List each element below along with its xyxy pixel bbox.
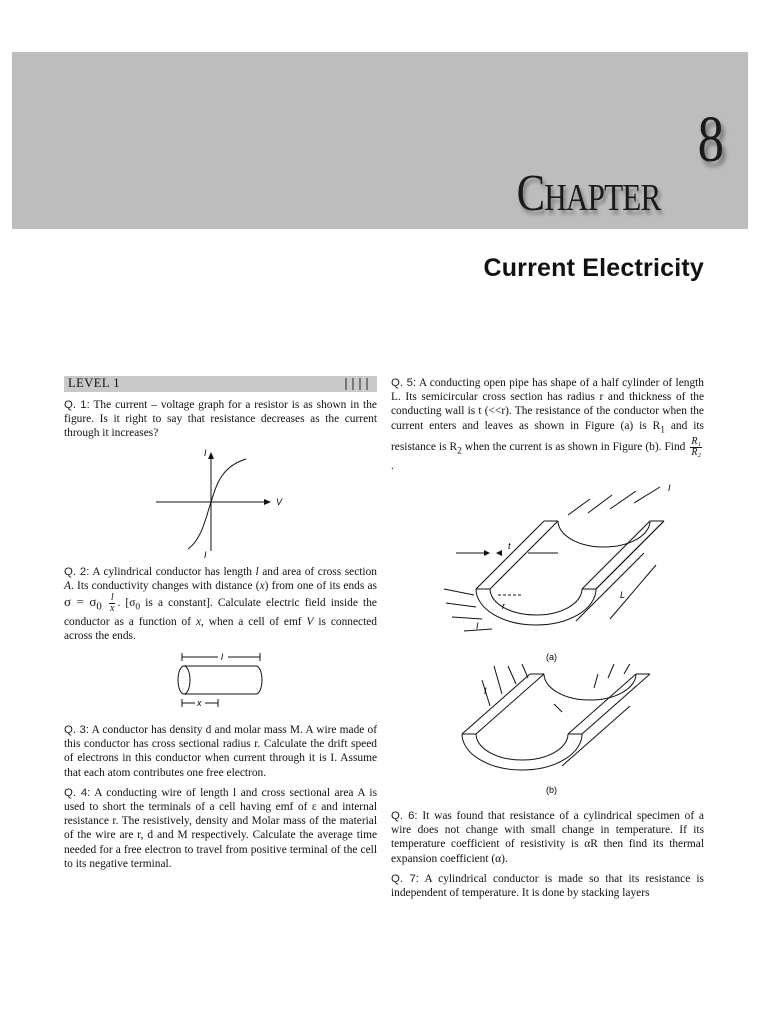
text-fragment: . Its conductivity changes with distance ( (70, 579, 260, 592)
chapter-banner (12, 52, 748, 229)
var-x: x (259, 579, 265, 592)
question-2 (64, 565, 377, 643)
question-7 (391, 872, 704, 900)
level-heading (64, 376, 377, 392)
text-fragment: ) from one of its ends as (264, 579, 377, 592)
current-label-b: I (483, 685, 487, 696)
chapter-number: 8 (697, 103, 724, 176)
question-text: A conductor has density d and molar mass M. A wire made of this conductor has cross sectional radius r. Calculate the drift speed of electrons in this conductor when current through it is I. Assume that each atom contributes one free electron. (64, 724, 378, 779)
cylinder-length-label: l (220, 652, 223, 663)
question-text: The current – voltage graph for a resistor is as shown in the figure. Is it right to say that resistance decreases as the current through it increases? (64, 399, 377, 440)
question-5: Q. 5: A conducting open pipe has shape of a half cylinder of length L. Its semicircular cross section has radius r and thickness of the conducting wall is t (<<r). The resistance of the conductor when the current enters and leaves as shown in Figure (a) is $R_1$ and its resistance is $R_2$ when the current is as shown in Figure (b). Find $\frac{\text{R₁}}{\text{R₂}}$ . (391, 377, 704, 472)
radius-label: r (501, 600, 505, 611)
text-fragment: and area of cross section (262, 565, 377, 578)
length-label: L (619, 589, 625, 600)
question-4 (64, 786, 377, 871)
question-text: It was found that resistance of a cylindrical specimen of a wire does not change with small change in temperature. If its temperature coefficient of resistivity is αR then find its thermal expansion coefficient (α). (391, 809, 704, 865)
ratio-fraction: $\frac{\text{R₁}}{\text{R₂}}$ (691, 436, 701, 459)
text-sub: 1 (660, 424, 665, 435)
var-x: x (195, 615, 201, 628)
graph-bottom-label: I (203, 549, 207, 559)
iv-graph-figure (146, 447, 296, 559)
text-fragment: . [σ (117, 597, 136, 610)
graph-x-label: V (275, 496, 282, 507)
question-3 (64, 723, 377, 780)
text-sub: 2 (457, 446, 462, 457)
text-fragment: A conducting open pipe has shape of a half cylinder of length L. Its semicircular cross section has radius r and thickness of the conducting wall is t (<<r). The resistance of the conductor when the current enters and leaves as shown in Figure (a) is R (391, 377, 704, 432)
question-label: Q. 5: (391, 377, 417, 389)
question-label: Q. 6: (391, 809, 418, 822)
right-column (391, 376, 704, 906)
graph-y-label: I (203, 447, 207, 458)
current-in-label: I (475, 620, 479, 631)
half-cylinder-figure-b (398, 664, 698, 799)
var-V: V (306, 615, 314, 628)
question-6 (391, 809, 704, 866)
figure-b-caption: (b) (545, 784, 557, 795)
question-label: Q. 2: (64, 565, 90, 578)
cylinder-figure (166, 649, 276, 709)
question-label: Q. 7: (391, 872, 419, 885)
text-fragment: is connected across the ends. (64, 615, 378, 642)
text-fragment: and its resistance is R (391, 419, 704, 454)
text-fragment: , when a cell of emf (201, 615, 302, 628)
chapter-word: CHAPTER (516, 165, 660, 222)
text-fragment: A cylindrical conductor has length (92, 565, 252, 578)
text-fragment: when the current is as shown in Figure (b). Find (461, 441, 686, 454)
question-label: Q. 3: (64, 724, 90, 737)
question-1 (64, 398, 377, 441)
chapter-title: Current Electricity (483, 254, 704, 282)
formula-sub: 0 (96, 600, 102, 613)
question-text: A cylindrical conductor is made so that its resistance is independent of temperature. It is done by stacking layers (391, 872, 704, 899)
question-text: A conducting wire of length l and cross sectional area A is used to short the terminals of a cell having emf of ε and internal resistance r. The resistively, density and Molar mass of the material of the wire are r, d and M respectively. Calculate the average time needed for a free electron to travel from positive terminal of the cell to its negative terminal. (64, 786, 378, 870)
left-column (64, 376, 377, 877)
current-out-label: I (667, 482, 671, 493)
question-label: Q. 4: (64, 786, 91, 799)
question-label: Q. 1: (64, 399, 90, 411)
half-cylinder-figure-a (398, 479, 698, 664)
level-stripes-icon (343, 377, 371, 391)
var-l: l (255, 565, 259, 578)
cylinder-x-label: x (196, 698, 201, 709)
text-fragment: is a constant]. Calculate electric field inside the conductor as a function of (64, 597, 377, 628)
formula-fraction: $\frac{l}{x}$ (109, 592, 115, 615)
formula-lhs: σ = σ (64, 594, 97, 610)
thickness-label: t (507, 540, 511, 551)
level-label: LEVEL 1 (68, 376, 120, 390)
figure-a-caption: (a) (545, 651, 557, 662)
var-A: A (64, 579, 71, 592)
text-sub: 0 (135, 602, 141, 613)
